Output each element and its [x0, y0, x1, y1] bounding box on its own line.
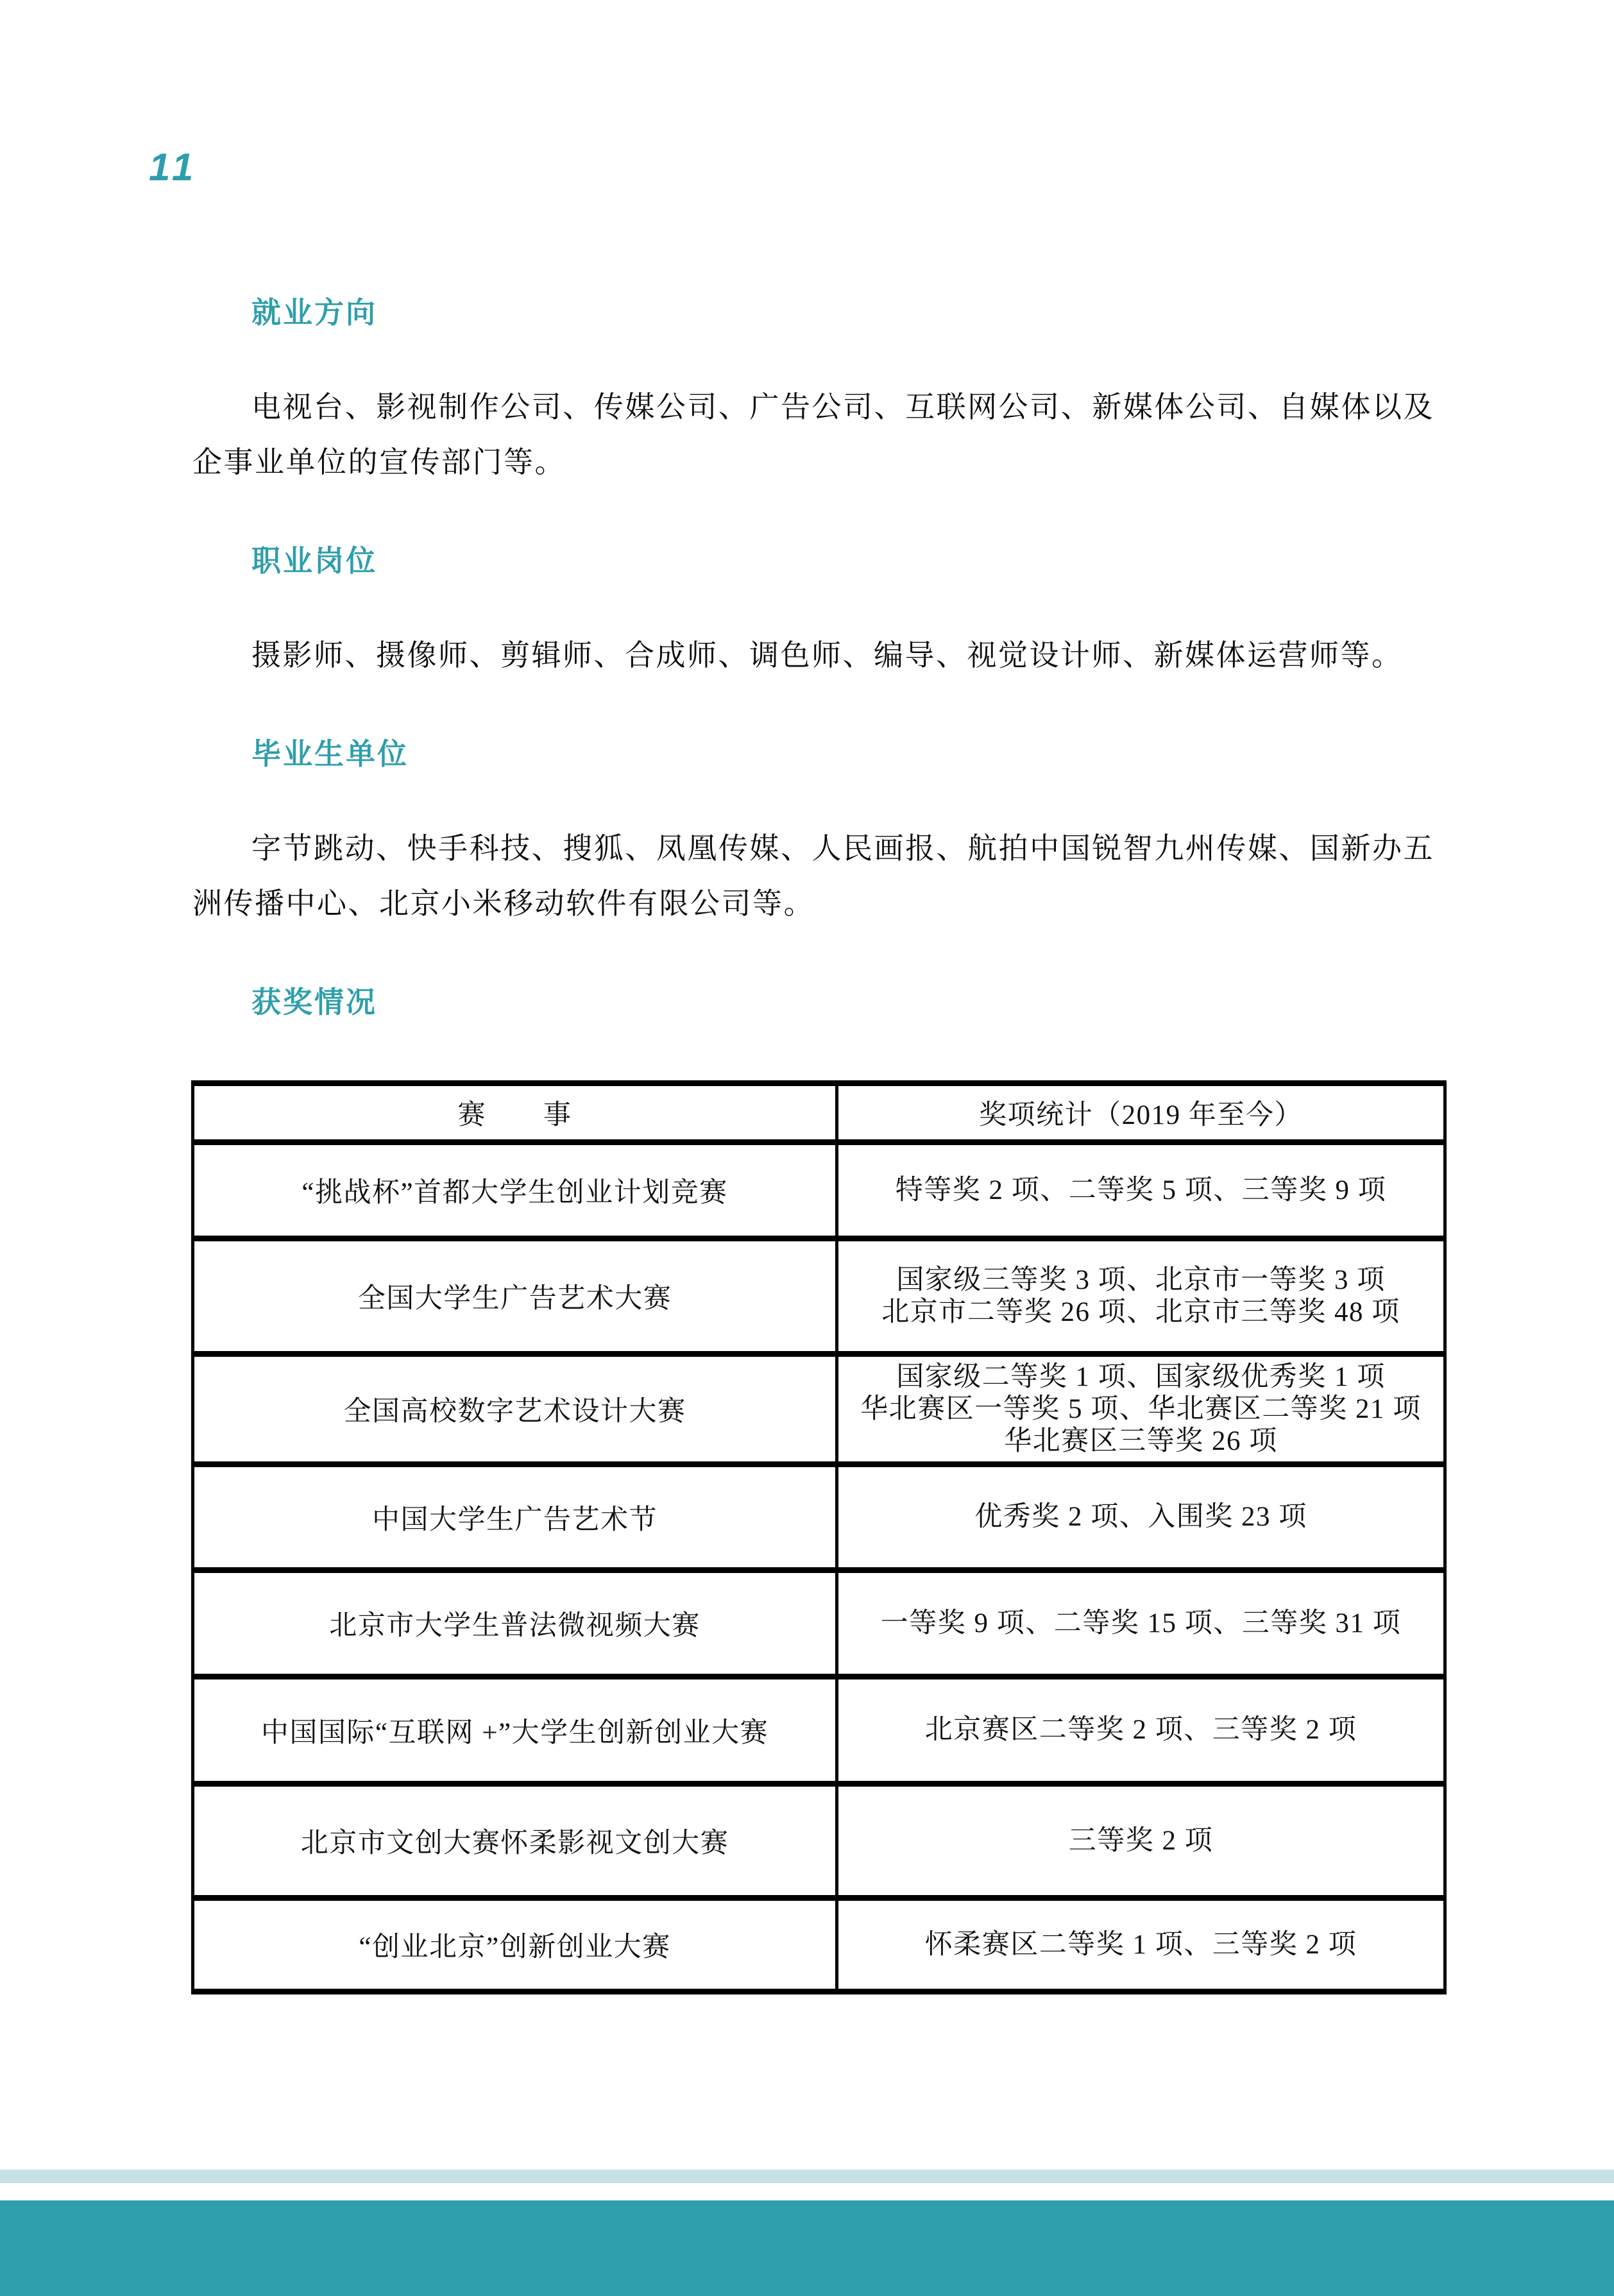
awards-cell: [837, 1465, 1445, 1570]
competition-name: 北京市文创大赛怀柔影视文创大赛: [193, 1784, 837, 1898]
awards-table: [191, 1080, 1447, 1994]
table-header-competition: 赛 事: [193, 1084, 837, 1143]
awards-cell: [837, 1143, 1445, 1239]
awards-cell: [837, 1898, 1445, 1992]
awards-cell: [837, 1354, 1445, 1465]
table-row: [193, 1898, 1445, 1992]
competition-name: 北京市大学生普法微视频大赛: [193, 1570, 837, 1677]
competition-name: 中国大学生广告艺术节: [193, 1465, 837, 1570]
competition-name: 全国高校数字艺术设计大赛: [193, 1354, 837, 1465]
paragraph-graduate-employers: 字节跳动、快手科技、搜狐、凤凰传媒、人民画报、航拍中国锐智九州传媒、国新办五洲传播中心、北京小米移动软件有限公司等。: [192, 832, 1434, 920]
paragraph-employment-direction: 电视台、影视制作公司、传媒公司、广告公司、互联网公司、新媒体公司、自媒体以及企事业单位的宣传部门等。: [192, 391, 1434, 479]
award-line: 北京市二等奖 26 项、北京市三等奖 48 项: [881, 1297, 1400, 1327]
section-heading-awards: 获奖情况: [251, 986, 377, 1019]
table-row: [193, 1570, 1445, 1677]
award-line: 国家级二等奖 1 项、国家级优秀奖 1 项: [896, 1361, 1386, 1392]
awards-cell: [837, 1677, 1445, 1784]
award-line: 三等奖 2 项: [1068, 1825, 1214, 1856]
award-line: 优秀奖 2 项、入围奖 23 项: [974, 1502, 1307, 1532]
table-header-row: [193, 1084, 1445, 1143]
section-heading-job-positions: 职业岗位: [251, 545, 377, 577]
footer-bar-dark: [0, 2200, 1614, 2296]
award-line: 一等奖 9 项、二等奖 15 项、三等奖 31 项: [880, 1608, 1402, 1638]
table-row: [193, 1239, 1445, 1354]
table-row: [193, 1677, 1445, 1784]
paragraph-job-positions: 摄影师、摄像师、剪辑师、合成师、调色师、编导、视觉设计师、新媒体运营师等。: [251, 639, 1403, 672]
table-row: [193, 1143, 1445, 1239]
awards-cell: [837, 1239, 1445, 1354]
competition-name: 全国大学生广告艺术大赛: [193, 1239, 837, 1354]
awards-cell: [837, 1570, 1445, 1677]
page-number: 11: [149, 146, 198, 189]
award-line: 北京赛区二等奖 2 项、三等奖 2 项: [924, 1715, 1357, 1745]
award-line: 特等奖 2 项、二等奖 5 项、三等奖 9 项: [895, 1175, 1387, 1205]
award-line: 华北赛区三等奖 26 项: [1004, 1425, 1278, 1456]
section-heading-graduate-employers: 毕业生单位: [251, 738, 409, 770]
section-heading-employment-direction: 就业方向: [251, 296, 377, 329]
competition-name: “挑战杯”首都大学生创业计划竞赛: [193, 1143, 837, 1239]
table-row: [193, 1354, 1445, 1465]
table-row: [193, 1784, 1445, 1898]
award-line: 国家级三等奖 3 项、北京市一等奖 3 项: [896, 1264, 1386, 1295]
competition-name: 中国国际“互联网 +”大学生创新创业大赛: [193, 1677, 837, 1784]
page-content: [192, 0, 1434, 1994]
award-line: 怀柔赛区二等奖 1 项、三等奖 2 项: [924, 1929, 1357, 1960]
award-line: 华北赛区一等奖 5 项、华北赛区二等奖 21 项: [860, 1393, 1422, 1424]
awards-cell: [837, 1784, 1445, 1898]
table-row: [193, 1465, 1445, 1570]
footer-bar-light: [0, 2170, 1614, 2183]
table-header-awards: 奖项统计（2019 年至今）: [837, 1084, 1445, 1143]
competition-name: “创业北京”创新创业大赛: [193, 1898, 837, 1992]
